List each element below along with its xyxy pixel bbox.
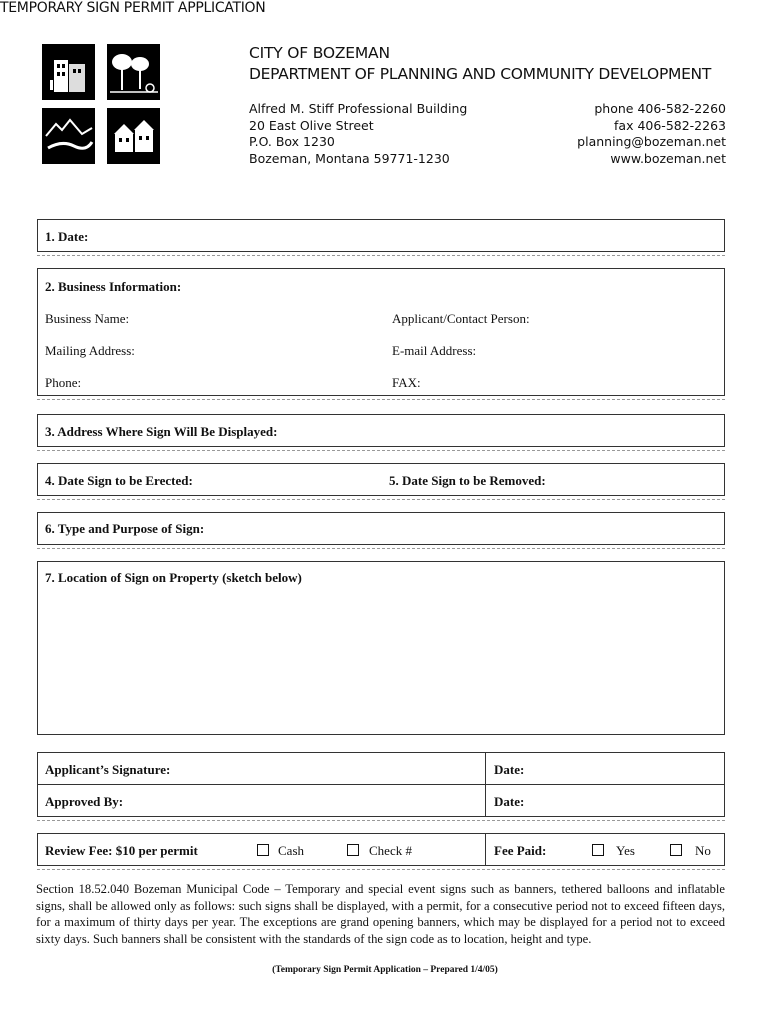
yes-checkbox[interactable] xyxy=(592,844,604,856)
cash-label: Cash xyxy=(278,843,304,858)
address-line: 20 East Olive Street xyxy=(249,117,374,133)
contact-person-label: Applicant/Contact Person: xyxy=(392,311,530,326)
business-info-heading: 2. Business Information: xyxy=(45,279,182,294)
city-logo xyxy=(42,44,160,164)
city-name: CITY OF BOZEMAN xyxy=(249,44,390,62)
divider xyxy=(37,450,725,451)
address-block xyxy=(249,101,467,167)
address-line: P.O. Box 1230 xyxy=(249,134,335,149)
business-name-label: Business Name: xyxy=(45,311,130,326)
website: www.bozeman.net xyxy=(610,150,726,166)
sketch-area[interactable] xyxy=(37,561,725,735)
divider xyxy=(37,820,725,821)
divider xyxy=(37,869,725,870)
date-removed-label: 5. Date Sign to be Removed: xyxy=(389,473,546,488)
fax-number: fax 406-582-2263 xyxy=(614,117,726,133)
mailing-address-label: Mailing Address: xyxy=(45,343,135,358)
divider xyxy=(37,548,725,549)
review-fee-label: Review Fee: $10 per permit xyxy=(45,843,198,858)
approval-date-label: Date: xyxy=(494,794,525,809)
email-address: planning@bozeman.net xyxy=(577,134,726,149)
address-line: Alfred M. Stiff Professional Building xyxy=(249,101,468,116)
municipal-code-text: Section 18.52.040 Bozeman Municipal Code – Temporary and special event signs such as banners, tethered balloons and inflatable signs, shall be allowed only as follows: such signs shall be displayed, with a permit, for a consecutive period not to exceed fifteen days, for a maximum of thirty days per year. The exceptions are grand opening banners, which may be displayed for a period not to exceed sixty days. Such banners shall be consistent with the standards of the sign code as to location, height and type. xyxy=(36,882,725,946)
column-divider xyxy=(485,752,486,817)
signature-date-label: Date: xyxy=(494,762,525,777)
fee-paid-label: Fee Paid: xyxy=(494,843,547,858)
phone-number: phone 406-582-2260 xyxy=(594,101,726,116)
check-checkbox[interactable] xyxy=(347,844,359,856)
divider xyxy=(37,255,725,256)
form-title: TEMPORARY SIGN PERMIT APPLICATION xyxy=(0,0,266,16)
check-label: Check # xyxy=(369,843,412,858)
no-label: No xyxy=(695,843,711,858)
date-field[interactable] xyxy=(37,219,725,252)
yes-label: Yes xyxy=(616,843,635,858)
date-erected-label: 4. Date Sign to be Erected: xyxy=(45,473,193,488)
row-divider xyxy=(37,784,725,785)
no-checkbox[interactable] xyxy=(670,844,682,856)
cash-checkbox[interactable] xyxy=(257,844,269,856)
email-label: E-mail Address: xyxy=(392,343,477,358)
applicant-signature-label: Applicant’s Signature: xyxy=(45,762,171,777)
sign-type-label: 6. Type and Purpose of Sign: xyxy=(45,521,205,536)
address-line: Bozeman, Montana 59771-1230 xyxy=(249,150,450,166)
divider xyxy=(37,399,725,400)
sign-address-label: 3. Address Where Sign Will Be Displayed: xyxy=(45,424,278,439)
approved-by-label: Approved By: xyxy=(45,794,124,809)
footer-note: (Temporary Sign Permit Application – Prepared 1/4/05) xyxy=(272,965,498,975)
column-divider xyxy=(485,833,486,866)
contact-block xyxy=(577,101,726,167)
fax-label: FAX: xyxy=(392,375,421,390)
department-name: DEPARTMENT OF PLANNING AND COMMUNITY DEVELOPMENT xyxy=(249,65,712,83)
location-label: 7. Location of Sign on Property (sketch below) xyxy=(45,570,302,585)
divider xyxy=(37,499,725,500)
date-label: 1. Date: xyxy=(45,229,89,244)
phone-label: Phone: xyxy=(45,375,82,390)
